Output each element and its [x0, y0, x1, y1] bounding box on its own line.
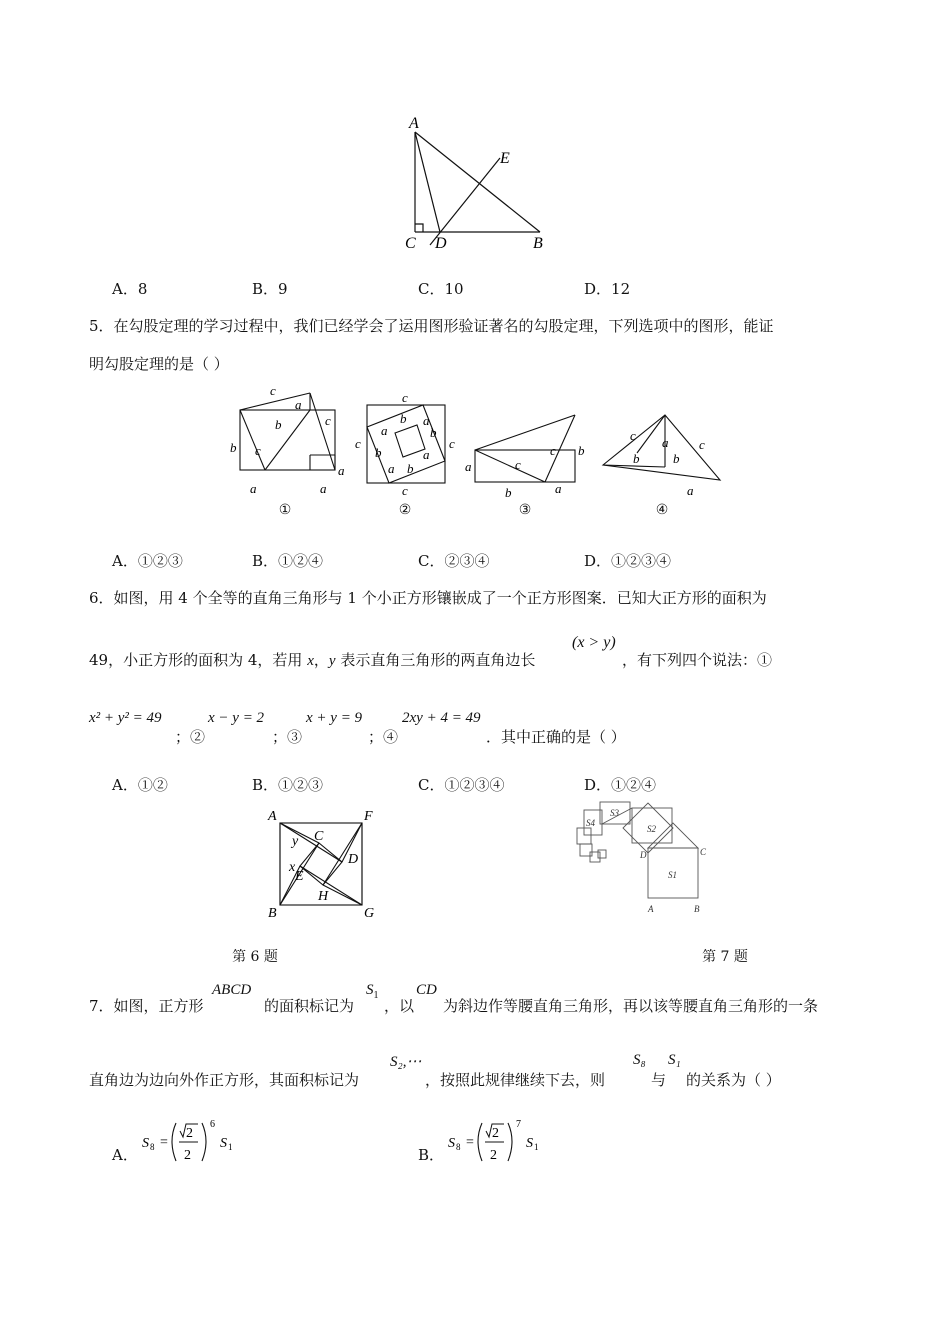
q5-fig4-label-b: b [633, 451, 640, 466]
q7-S8: S₈ [633, 1052, 646, 1068]
q5-fig1-label-b: b [275, 417, 282, 432]
q5-fig1-label-c3: c [255, 443, 261, 458]
svg-text:2: 2 [184, 1148, 191, 1163]
q5-fig2-label-b: b [400, 411, 407, 426]
q5-option-d[interactable]: D．①②③④ [584, 552, 672, 570]
q4-label-A: A [409, 115, 419, 132]
q7-S1 [366, 982, 379, 1001]
q5-caption-3: ③ [518, 502, 532, 518]
svg-text:S: S [220, 1136, 227, 1151]
q5-fig2-label-c3: c [449, 436, 455, 451]
svg-text:2: 2 [492, 1126, 499, 1141]
q6-label-B: B [268, 906, 277, 920]
svg-text:8: 8 [150, 1142, 155, 1152]
q6-option-d[interactable]: D．①②④ [584, 776, 657, 794]
q5-caption-2: ② [398, 502, 412, 518]
q5-fig3-label-c: c [515, 457, 521, 472]
q6-stem-line1: 6．如图，用 4 个全等的直角三角形与 1 个小正方形镶嵌成了一个正方形图案．已知大正方形的面积为 [89, 589, 767, 607]
q5-fig2-label-a4: a [388, 461, 395, 476]
q4-option-b[interactable]: B．9 [252, 280, 288, 298]
q6-label-E: E [295, 869, 304, 884]
q5-option-c[interactable]: C．②③④ [418, 552, 490, 570]
q7-option-b-exponent: 7 [516, 1119, 521, 1130]
q6-option-a[interactable]: A．①② [112, 776, 168, 794]
q7-spiral-figure [572, 800, 717, 918]
q5-fig1-label-c: c [270, 385, 276, 398]
q7-stem-c: ，以 [384, 997, 415, 1015]
q6-statement-4: 2xy + 4 = 49 [402, 710, 481, 726]
q5-caption-4: ④ [655, 502, 669, 518]
q5-fig1-label-a: a [295, 397, 302, 412]
q6-condition: (x > y) [572, 634, 616, 651]
svg-text:=: = [160, 1135, 168, 1150]
q5-fig4-label-c: c [630, 428, 636, 443]
q6-label-C: C [314, 829, 324, 844]
svg-text:2: 2 [186, 1126, 193, 1141]
q5-fig2-label-c4: c [402, 483, 408, 498]
q7-S2-dots: S₂,⋯ [390, 1054, 422, 1070]
q5-fig2-label-a: a [423, 413, 430, 428]
q7-S1-letter: S [366, 982, 374, 998]
q7-S1b: S₁ [668, 1052, 681, 1068]
q5-fig4-label-b2: b [673, 451, 680, 466]
svg-text:S: S [142, 1136, 149, 1151]
q7-label-C: C [700, 847, 707, 857]
q7-yu: 与 [651, 1071, 667, 1089]
q5-fig4-label-c2: c [699, 437, 705, 452]
q5-fig2-label-a2: a [381, 423, 388, 438]
q7-label-S4: S4 [586, 818, 595, 828]
q7-line2-c: 的关系为（ ） [686, 1071, 781, 1089]
q7-option-a-label[interactable]: A． [112, 1146, 138, 1164]
q6-square-figure [262, 805, 387, 920]
q7-label-S1: S1 [668, 870, 677, 880]
q5-option-b[interactable]: B．①②④ [252, 552, 324, 570]
q6-caption: 第 6 题 [232, 949, 278, 965]
q6-sep: ， [313, 651, 329, 669]
q5-fig2-label-b2: b [430, 425, 437, 440]
q5-fig2-label-c2: c [355, 436, 361, 451]
svg-text:S: S [448, 1136, 455, 1151]
q4-label-E: E [500, 150, 510, 167]
q6-statement-2: x − y = 2 [208, 710, 265, 726]
svg-text:=: = [466, 1135, 474, 1150]
q6-stem-line2-a: 49，小正方形的面积为 4，若用 [89, 651, 303, 669]
svg-text:1: 1 [534, 1142, 539, 1152]
q6-label-D: D [348, 852, 359, 867]
q6-stem-line2-c: ，有下列四个说法：① [622, 651, 773, 669]
q6-statement-3: x + y = 9 [306, 710, 363, 726]
q7-S1-sub: 1 [373, 990, 379, 1001]
q5-stem-line1: 5．在勾股定理的学习过程中，我们已经学会了运用图形验证著名的勾股定理，下列选项中的图形，能证 [89, 317, 774, 335]
q6-statement-1: x² + y² = 49 [89, 710, 162, 726]
q5-fig2-label-b4: b [407, 461, 414, 476]
q7-option-b-formula[interactable] [446, 1115, 556, 1170]
q7-option-a-formula[interactable] [140, 1115, 250, 1170]
q6-label-G: G [364, 906, 375, 920]
q6-label-A: A [268, 809, 277, 824]
q7-label-S3: S3 [610, 808, 619, 818]
q6-label-F: F [364, 809, 373, 824]
q5-fig4-label-a: a [662, 435, 669, 450]
q6-label-H: H [318, 889, 329, 904]
q6-sep2: ；② [175, 728, 206, 746]
q6-sep3: ；③ [272, 728, 303, 746]
q6-stem-line2-b: 表示直角三角形的两直角边长 [340, 651, 536, 669]
q5-option-a[interactable]: A．①②③ [112, 552, 183, 570]
q7-label-S2: S2 [647, 824, 656, 834]
q5-fig2-label-a3: a [423, 447, 430, 462]
q7-label-A: A [648, 904, 654, 914]
q4-label-D: D [435, 235, 447, 252]
q6-var-x: x [307, 653, 314, 669]
q5-fig1-label-b2: b [230, 440, 237, 455]
q7-option-b-label[interactable]: B． [418, 1146, 445, 1164]
q7-ABCD: ABCD [212, 982, 252, 998]
q6-label-y: y [292, 834, 299, 849]
q5-fig2-label-c: c [402, 390, 408, 405]
q5-fig3-label-b2: b [505, 485, 512, 500]
q7-caption: 第 7 题 [702, 949, 748, 965]
q7-line2-a: 直角边为边向外作正方形，其面积标记为 [89, 1071, 360, 1089]
q5-fig1-label-a2: a [338, 463, 345, 478]
svg-text:S: S [526, 1136, 533, 1151]
q6-sep4: ；④ [368, 728, 399, 746]
q5-fig2-label-b3: b [375, 445, 382, 460]
svg-text:8: 8 [456, 1142, 461, 1152]
svg-text:2: 2 [490, 1148, 497, 1163]
q7-CD: CD [416, 982, 437, 998]
q4-option-c[interactable]: C．10 [418, 280, 464, 298]
q6-option-b[interactable]: B．①②③ [252, 776, 324, 794]
q7-label-D: D [640, 850, 647, 860]
q4-option-a[interactable]: A．8 [112, 280, 148, 298]
q7-line2-b: ，按照此规律继续下去，则 [425, 1071, 606, 1089]
q4-label-C: C [405, 235, 416, 252]
q5-fig1-label-a4: a [320, 481, 327, 496]
q7-label-B: B [694, 904, 700, 914]
q5-fig3-label-a2: a [555, 481, 562, 496]
q7-stem-d: 为斜边作等腰直角三角形，再以该等腰直角三角形的一条 [443, 997, 819, 1015]
q5-figures [225, 385, 735, 500]
q7-stem-a: 7．如图，正方形 [89, 997, 204, 1015]
q5-stem-line2: 明勾股定理的是（ ） [89, 355, 229, 373]
q7-stem-b: 的面积标记为 [264, 997, 355, 1015]
q4-option-d[interactable]: D．12 [584, 280, 631, 298]
q6-option-c[interactable]: C．①②③④ [418, 776, 505, 794]
q4-label-B: B [533, 235, 543, 252]
q5-fig1-label-a3: a [250, 481, 257, 496]
q5-fig4-label-a2: a [687, 483, 694, 498]
q5-fig3-label-b: b [578, 443, 585, 458]
q4-triangle-figure [395, 110, 565, 255]
q5-fig3-label-c2: c [550, 443, 556, 458]
svg-text:1: 1 [228, 1142, 233, 1152]
q7-option-a-exponent: 6 [210, 1119, 215, 1130]
q6-var-y: y [328, 653, 336, 669]
q6-tail: ．其中正确的是（ ） [486, 728, 626, 746]
q6-stem-line2 [89, 650, 535, 671]
q5-fig3-label-a: a [465, 459, 472, 474]
q5-fig1-label-c2: c [325, 413, 331, 428]
q6-label-x: x [289, 860, 296, 875]
q5-caption-1: ① [278, 502, 292, 518]
